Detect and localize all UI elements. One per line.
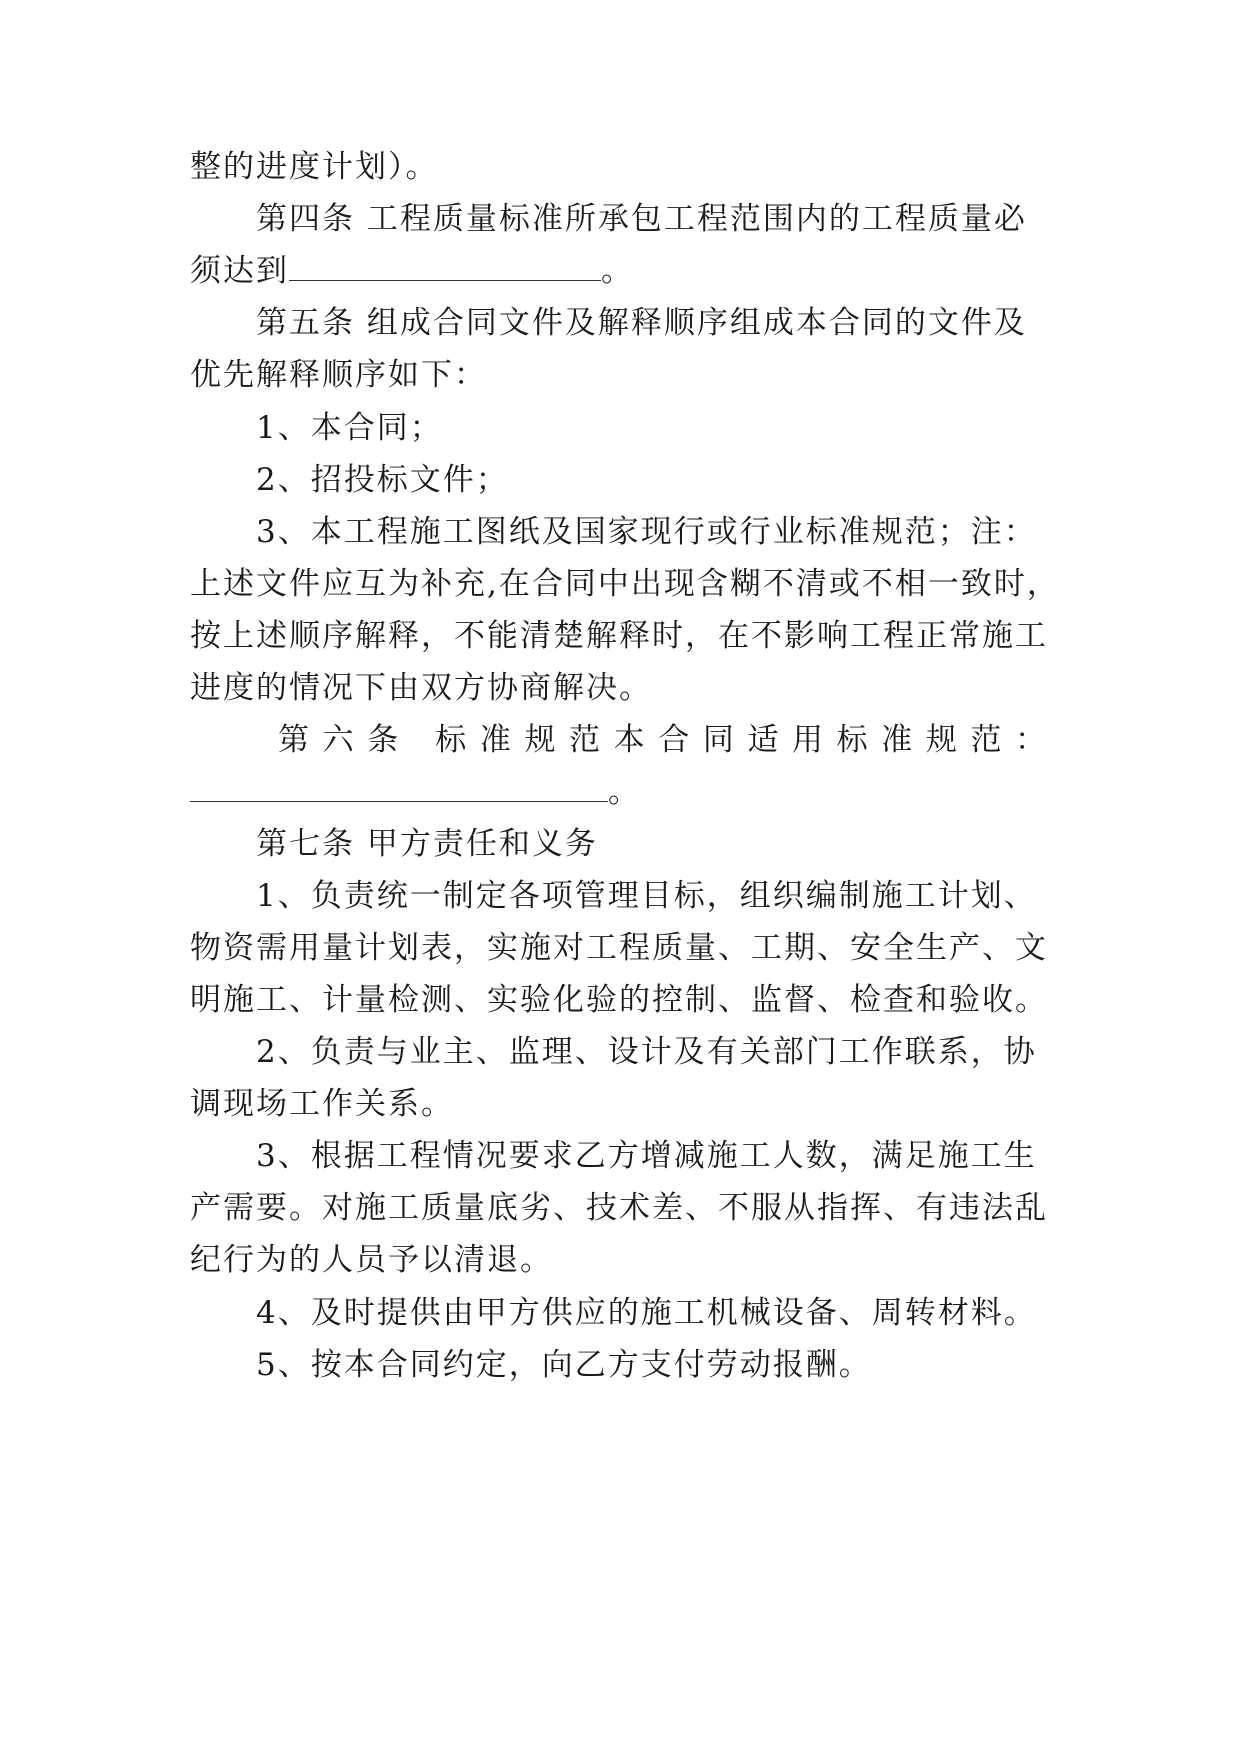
text-line-13 [190, 772, 641, 812]
list-item-2: 2、招投标文件； [256, 462, 509, 498]
text-line-21: 产需要。对施工质量底劣、技术差、不服从指挥、有违法乱 [190, 1190, 1048, 1226]
text-line-17: 明施工、计量检测、实验化验的控制、监督、检查和验收。 [190, 982, 1048, 1018]
article-7-heading: 第七条 甲方责任和义务 [256, 826, 598, 862]
duty-item-1: 1、负责统一制定各项管理目标，组织编制施工计划、 [256, 878, 1037, 914]
text-line-3-lead: 须达到 [190, 253, 289, 289]
standard-spec-blank [190, 773, 608, 802]
text-line-11: 进度的情况下由双方协商解决。 [190, 670, 652, 706]
text-line-19: 调现场工作关系。 [190, 1086, 454, 1122]
text-line-3 [190, 251, 634, 291]
quality-standard-blank [289, 252, 601, 281]
duty-item-2: 2、负责与业主、监理、设计及有关部门工作联系，协 [256, 1034, 1037, 1070]
text-line-1: 整的进度计划）。 [190, 149, 439, 185]
list-item-3: 3、本工程施工图纸及国家现行或行业标准规范；注： [256, 514, 1037, 550]
list-item-1: 1、本合同； [256, 410, 443, 446]
article-6-heading: 第六条 标准规范本合同适用标准规范： [278, 722, 1060, 758]
duty-item-3: 3、根据工程情况要求乙方增减施工人数，满足施工生 [256, 1138, 1037, 1174]
text-line-16: 物资需用量计划表，实施对工程质量、工期、安全生产、文 [190, 930, 1048, 966]
article-4-heading: 第四条 工程质量标准所承包工程范围内的工程质量必 [256, 201, 1027, 237]
duty-item-4: 4、及时提供由甲方供应的施工机械设备、周转材料。 [256, 1295, 1037, 1331]
duty-item-5: 5、按本合同约定，向乙方支付劳动报酬。 [256, 1347, 872, 1383]
text-line-22: 纪行为的人员予以清退。 [190, 1242, 553, 1278]
text-line-9: 上述文件应互为补充,在合同中出现含糊不清或不相一致时， [190, 566, 1060, 602]
text-line-10: 按上述顺序解释，不能清楚解释时，在不影响工程正常施工 [190, 618, 1048, 654]
text-line-5: 优先解释顺序如下： [190, 357, 487, 393]
article-5-heading: 第五条 组成合同文件及解释顺序组成本合同的文件及 [256, 305, 1027, 341]
text-line-13-end: 。 [608, 774, 641, 810]
text-line-3-end: 。 [601, 253, 634, 289]
